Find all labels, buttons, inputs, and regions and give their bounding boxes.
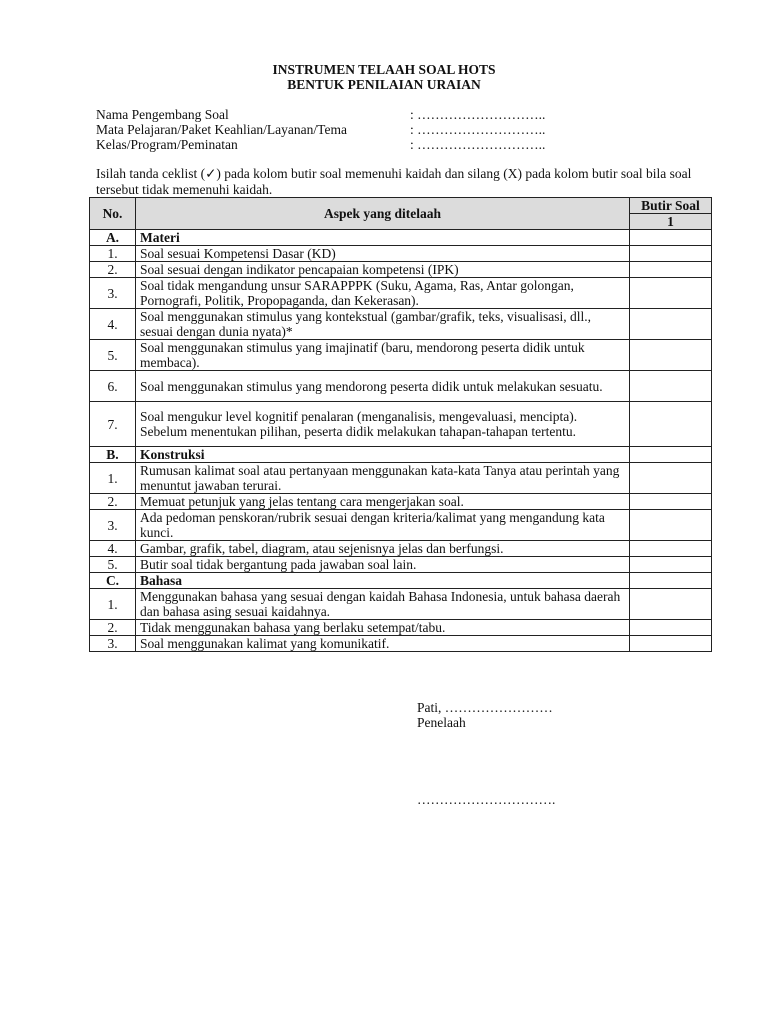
checkbox-cell[interactable]	[630, 636, 712, 652]
checkbox-cell[interactable]	[630, 510, 712, 541]
checkbox-cell[interactable]	[630, 589, 712, 620]
identity-value: : ………………………..	[410, 122, 546, 137]
section-row	[90, 230, 712, 246]
table-row	[90, 278, 712, 309]
section-name: Materi	[136, 230, 630, 246]
identity-row-subject	[96, 122, 576, 137]
row-number: 2.	[90, 494, 136, 510]
row-text: Soal menggunakan kalimat yang komunikatif.	[136, 636, 630, 652]
checkbox-cell[interactable]	[630, 262, 712, 278]
identity-row-class	[96, 137, 576, 152]
table-row	[90, 402, 712, 447]
header-butir-soal: Butir Soal	[630, 198, 712, 214]
table-row	[90, 340, 712, 371]
identity-block	[96, 107, 576, 152]
row-text: Soal menggunakan stimulus yang imajinatif (baru, mendorong peserta didik untuk membaca).	[136, 340, 630, 371]
checkbox-cell[interactable]	[630, 371, 712, 402]
header-aspek: Aspek yang ditelaah	[136, 198, 630, 230]
table-row	[90, 494, 712, 510]
review-table	[89, 197, 712, 652]
section-row	[90, 573, 712, 589]
table-row	[90, 557, 712, 573]
row-number: 1.	[90, 463, 136, 494]
row-text: Soal sesuai dengan indikator pencapaian kompetensi (IPK)	[136, 262, 630, 278]
checkbox-cell[interactable]	[630, 463, 712, 494]
checkbox-cell[interactable]	[630, 309, 712, 340]
signature-name-line: ………………………….	[417, 792, 556, 807]
checkbox-cell[interactable]	[630, 573, 712, 589]
table-row	[90, 262, 712, 278]
checkbox-cell[interactable]	[630, 620, 712, 636]
identity-label: Mata Pelajaran/Paket Keahlian/Layanan/Tema	[96, 122, 347, 137]
checkbox-cell[interactable]	[630, 557, 712, 573]
row-number: 1.	[90, 246, 136, 262]
row-number: 6.	[90, 371, 136, 402]
row-number: 3.	[90, 636, 136, 652]
row-number: 4.	[90, 309, 136, 340]
row-text: Soal tidak mengandung unsur SARAPPPK (Suku, Agama, Ras, Antar golongan, Pornografi, Politik, Propopaganda, dan Kekerasan).	[136, 278, 630, 309]
table-row	[90, 463, 712, 494]
table-row	[90, 309, 712, 340]
row-text: Rumusan kalimat soal atau pertanyaan menggunakan kata-kata Tanya atau perintah yang menuntut jawaban terurai.	[136, 463, 630, 494]
identity-value: : ………………………..	[410, 137, 546, 152]
table-row	[90, 541, 712, 557]
row-text: Soal menggunakan stimulus yang kontekstual (gambar/grafik, teks, visualisasi, dll., sesuai dengan dunia nyata)*	[136, 309, 630, 340]
identity-label: Kelas/Program/Peminatan	[96, 137, 238, 152]
table-row	[90, 636, 712, 652]
row-text: Soal mengukur level kognitif penalaran (menganalisis, mengevaluasi, mencipta). Sebelum menentukan pilihan, peserta didik melakukan tahapan-tahapan tertentu.	[136, 402, 630, 447]
row-number: 2.	[90, 262, 136, 278]
checkbox-cell[interactable]	[630, 494, 712, 510]
row-number: 2.	[90, 620, 136, 636]
document-title: INSTRUMEN TELAAH SOAL HOTS	[272, 62, 496, 77]
table-row	[90, 246, 712, 262]
row-text: Soal menggunakan stimulus yang mendorong peserta didik untuk melakukan sesuatu.	[136, 371, 630, 402]
row-number: 5.	[90, 340, 136, 371]
checkbox-cell[interactable]	[630, 246, 712, 262]
section-name: Bahasa	[136, 573, 630, 589]
signature-place-date: Pati, ……………………	[417, 700, 553, 715]
row-text: Menggunakan bahasa yang sesuai dengan kaidah Bahasa Indonesia, untuk bahasa daerah dan bahasa asing sesuai kaidahnya.	[136, 589, 630, 620]
table-row	[90, 371, 712, 402]
header-no: No.	[90, 198, 136, 230]
identity-label: Nama Pengembang Soal	[96, 107, 229, 122]
row-number: 3.	[90, 510, 136, 541]
row-text: Memuat petunjuk yang jelas tentang cara mengerjakan soal.	[136, 494, 630, 510]
checkbox-cell[interactable]	[630, 278, 712, 309]
table-row	[90, 589, 712, 620]
checkbox-cell[interactable]	[630, 340, 712, 371]
signature-role: Penelaah	[417, 715, 466, 730]
section-letter: C.	[90, 573, 136, 589]
section-name: Konstruksi	[136, 447, 630, 463]
row-text: Butir soal tidak bergantung pada jawaban soal lain.	[136, 557, 630, 573]
row-text: Gambar, grafik, tabel, diagram, atau sejenisnya jelas dan berfungsi.	[136, 541, 630, 557]
row-number: 7.	[90, 402, 136, 447]
row-number: 3.	[90, 278, 136, 309]
row-text: Tidak menggunakan bahasa yang berlaku setempat/tabu.	[136, 620, 630, 636]
row-text: Ada pedoman penskoran/rubrik sesuai dengan kriteria/kalimat yang mengandung kata kunci.	[136, 510, 630, 541]
checkbox-cell[interactable]	[630, 447, 712, 463]
checkbox-cell[interactable]	[630, 541, 712, 557]
identity-value: : ………………………..	[410, 107, 546, 122]
checkbox-cell[interactable]	[630, 402, 712, 447]
checkbox-cell[interactable]	[630, 230, 712, 246]
table-row	[90, 620, 712, 636]
row-text: Soal sesuai Kompetensi Dasar (KD)	[136, 246, 630, 262]
row-number: 1.	[90, 589, 136, 620]
instruction-text: Isilah tanda ceklist (✓) pada kolom butir soal memenuhi kaidah dan silang (X) pada kolom butir soal bila soal tersebut tidak memenuhi kaidah.	[96, 166, 692, 197]
section-letter: B.	[90, 447, 136, 463]
identity-row-developer	[96, 107, 576, 122]
section-letter: A.	[90, 230, 136, 246]
table-row	[90, 510, 712, 541]
row-number: 4.	[90, 541, 136, 557]
document-subtitle: BENTUK PENILAIAN URAIAN	[287, 77, 481, 92]
section-row	[90, 447, 712, 463]
row-number: 5.	[90, 557, 136, 573]
header-butir-number: 1	[630, 214, 712, 230]
